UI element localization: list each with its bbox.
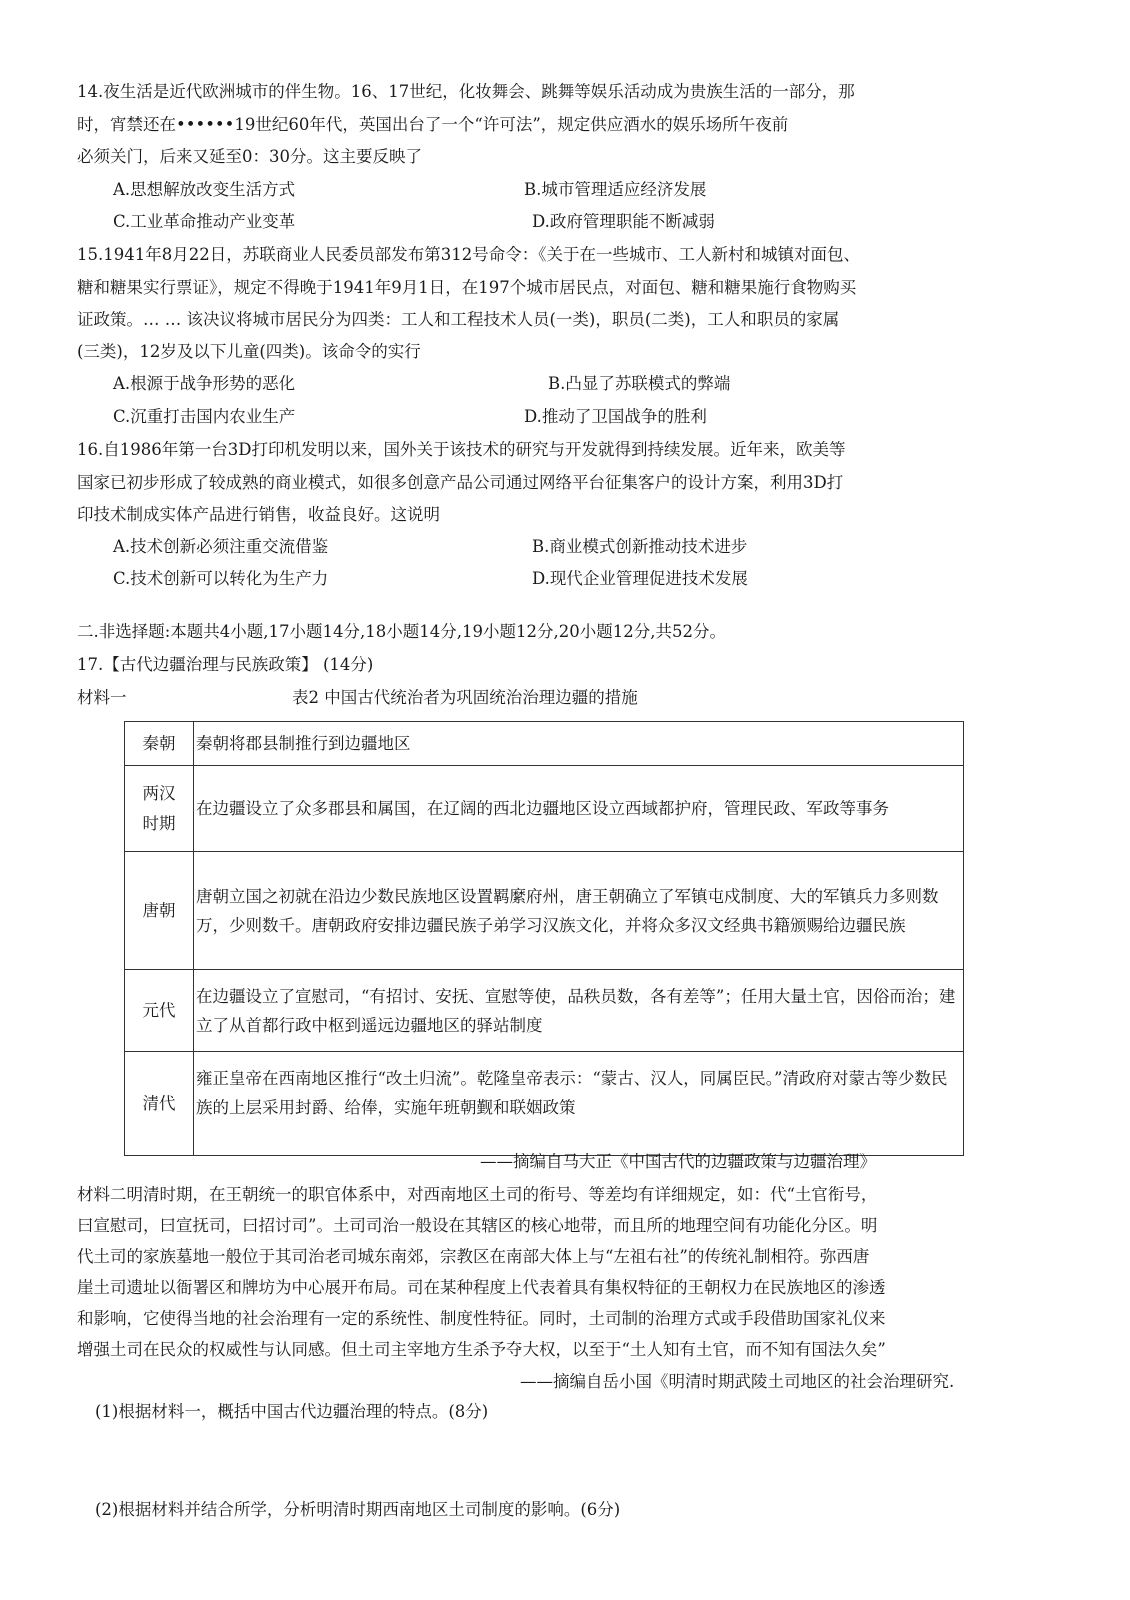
q14-option-b[interactable]: B.城市管理适应经济发展	[524, 180, 707, 199]
q16-option-b[interactable]: B.商业模式创新推动技术进步	[532, 537, 748, 556]
dynasty-cell: 唐朝	[125, 852, 194, 970]
q17-title: 17.【古代边疆治理与民族政策】 (14分)	[77, 655, 374, 674]
q15-option-a[interactable]: A.根源于战争形势的恶化	[113, 374, 296, 393]
table-row	[125, 852, 964, 970]
dynasty-cell	[125, 766, 194, 852]
q14-option-c[interactable]: C.工业革命推动产业变革	[113, 212, 296, 231]
dynasty-cell: 秦朝	[125, 722, 194, 766]
q15-line-2: 糖和糖果实行票证》，规定不得晚于1941年9月1日，在197个城市居民点，对面包、糖和糖果施行食物购买	[77, 278, 857, 297]
measure-cell: 秦朝将郡县制推行到边疆地区	[194, 722, 964, 766]
sub-question-2: (2)根据材料并结合所学，分析明清时期西南地区土司制度的影响。(6分)	[95, 1500, 621, 1519]
sub-question-1: (1)根据材料一，概括中国古代边疆治理的特点。(8分)	[95, 1402, 489, 1421]
q15-option-b[interactable]: B.凸显了苏联模式的弊端	[548, 374, 731, 393]
table-caption: 表2 中国古代统治者为巩固统治治理边疆的措施	[292, 688, 638, 707]
border-policy-table	[124, 721, 964, 1156]
measure-cell: 雍正皇帝在西南地区推行“改土归流”。乾隆皇帝表示：“蒙古、汉人，同属臣民。”清政府对蒙古等少数民族的上层采用封爵、给俸，实施年班朝觐和联姻政策	[194, 1052, 964, 1156]
material-2-line-2: 曰宣慰司，曰宣抚司，曰招讨司”。土司司治一般设在其辖区的核心地带，而且所的地理空间有功能化分区。明	[77, 1216, 878, 1235]
q15-line-1: 15.1941年8月22日，苏联商业人民委员部发布第312号命令：《关于在一些城市、工人新村和城镇对面包、	[77, 245, 860, 264]
q14-option-a[interactable]: A.思想解放改变生活方式	[113, 180, 296, 199]
q14-option-d[interactable]: D.政府管理职能不断减弱	[532, 212, 715, 231]
q16-option-a[interactable]: A.技术创新必须注重交流借鉴	[113, 537, 329, 556]
dynasty-cell: 元代	[125, 970, 194, 1052]
q14-line-2: 时，宵禁还在••••••19世纪60年代，英国出台了一个“许可法”，规定供应酒水的娱乐场所午夜前	[77, 115, 789, 134]
q15-option-d[interactable]: D.推动了卫国战争的胜利	[524, 407, 707, 426]
q14-line-1: 14.夜生活是近代欧洲城市的伴生物。16、17世纪，化妆舞会、跳舞等娱乐活动成为贵族生活的一部分，那	[77, 82, 855, 101]
q15-line-3: 证政策。… … 该决议将城市居民分为四类：工人和工程技术人员(一类)，职员(二类)，工人和职员的家属	[77, 310, 840, 329]
material-2-source: ——摘编自岳小国《明清时期武陵土司地区的社会治理研究.	[520, 1372, 955, 1391]
material-1-source: ——摘编自马大正《中国古代的边疆政策与边疆治理》	[480, 1152, 876, 1171]
material-2-line-4: 崖土司遗址以衙署区和牌坊为中心展开布局。司在某种程度上代表着具有集权特征的王朝权力在民族地区的渗透	[77, 1278, 886, 1297]
measure-cell: 在边疆设立了宣慰司，“有招讨、安抚、宣慰等使，品秩员数，各有差等”；任用大量土官，因俗而治；建立了从首都行政中枢到遥远边疆地区的驿站制度	[194, 970, 964, 1052]
table-row	[125, 722, 964, 766]
table-row	[125, 970, 964, 1052]
section-2-header: 二.非选择题:本题共4小题,17小题14分,18小题14分,19小题12分,20小题12分,共52分。	[77, 622, 726, 641]
material-2-line-1: 材料二明清时期，在王朝统一的职官体系中，对西南地区土司的衔号、等差均有详细规定，如：代“土官衔号，	[77, 1185, 878, 1204]
material-2-line-6: 增强土司在民众的权威性与认同感。但土司主宰地方生杀予夺大权，以至于“土人知有土官，而不知有国法久矣”	[77, 1340, 886, 1359]
table-row	[125, 1052, 964, 1156]
q16-option-c[interactable]: C.技术创新可以转化为生产力	[113, 569, 329, 588]
q16-line-2: 国家已初步形成了较成熟的商业模式，如很多创意产品公司通过网络平台征集客户的设计方案，利用3D打	[77, 473, 844, 492]
table-row	[125, 766, 964, 852]
q14-line-3: 必须关门，后来又延至0：30分。这主要反映了	[77, 147, 422, 166]
dynasty-cell: 清代	[125, 1052, 194, 1156]
q16-option-d[interactable]: D.现代企业管理促进技术发展	[532, 569, 748, 588]
measure-cell: 唐朝立国之初就在沿边少数民族地区设置羁縻府州，唐王朝确立了军镇屯戍制度、大的军镇兵力多则数万，少则数千。唐朝政府安排边疆民族子弟学习汉族文化，并将众多汉文经典书籍颁赐给边疆民族	[194, 852, 964, 970]
measure-cell: 在边疆设立了众多郡县和属国，在辽阔的西北边疆地区设立西域都护府，管理民政、军政等事务	[194, 766, 964, 852]
material-2-line-3: 代土司的家族墓地一般位于其司治老司城东南郊，宗教区在南部大体上与“左祖右社”的传统礼制相符。弥西唐	[77, 1247, 870, 1266]
material-1-label: 材料一	[77, 688, 127, 707]
q16-line-3: 印技术制成实体产品进行销售，收益良好。这说明	[77, 505, 440, 524]
material-2-line-5: 和影响，它使得当地的社会治理有一定的系统性、制度性特征。同时，土司制的治理方式或手段借助国家礼仪来	[77, 1309, 886, 1328]
q15-line-4: (三类)，12岁及以下儿童(四类)。该命令的实行	[77, 342, 421, 361]
dynasty-cell-text: 两汉 时期	[142, 783, 176, 833]
q16-line-1: 16.自1986年第一台3D打印机发明以来，国外关于该技术的研究与开发就得到持续发展。近年来，欧美等	[77, 440, 846, 459]
q15-option-c[interactable]: C.沉重打击国内农业生产	[113, 407, 296, 426]
